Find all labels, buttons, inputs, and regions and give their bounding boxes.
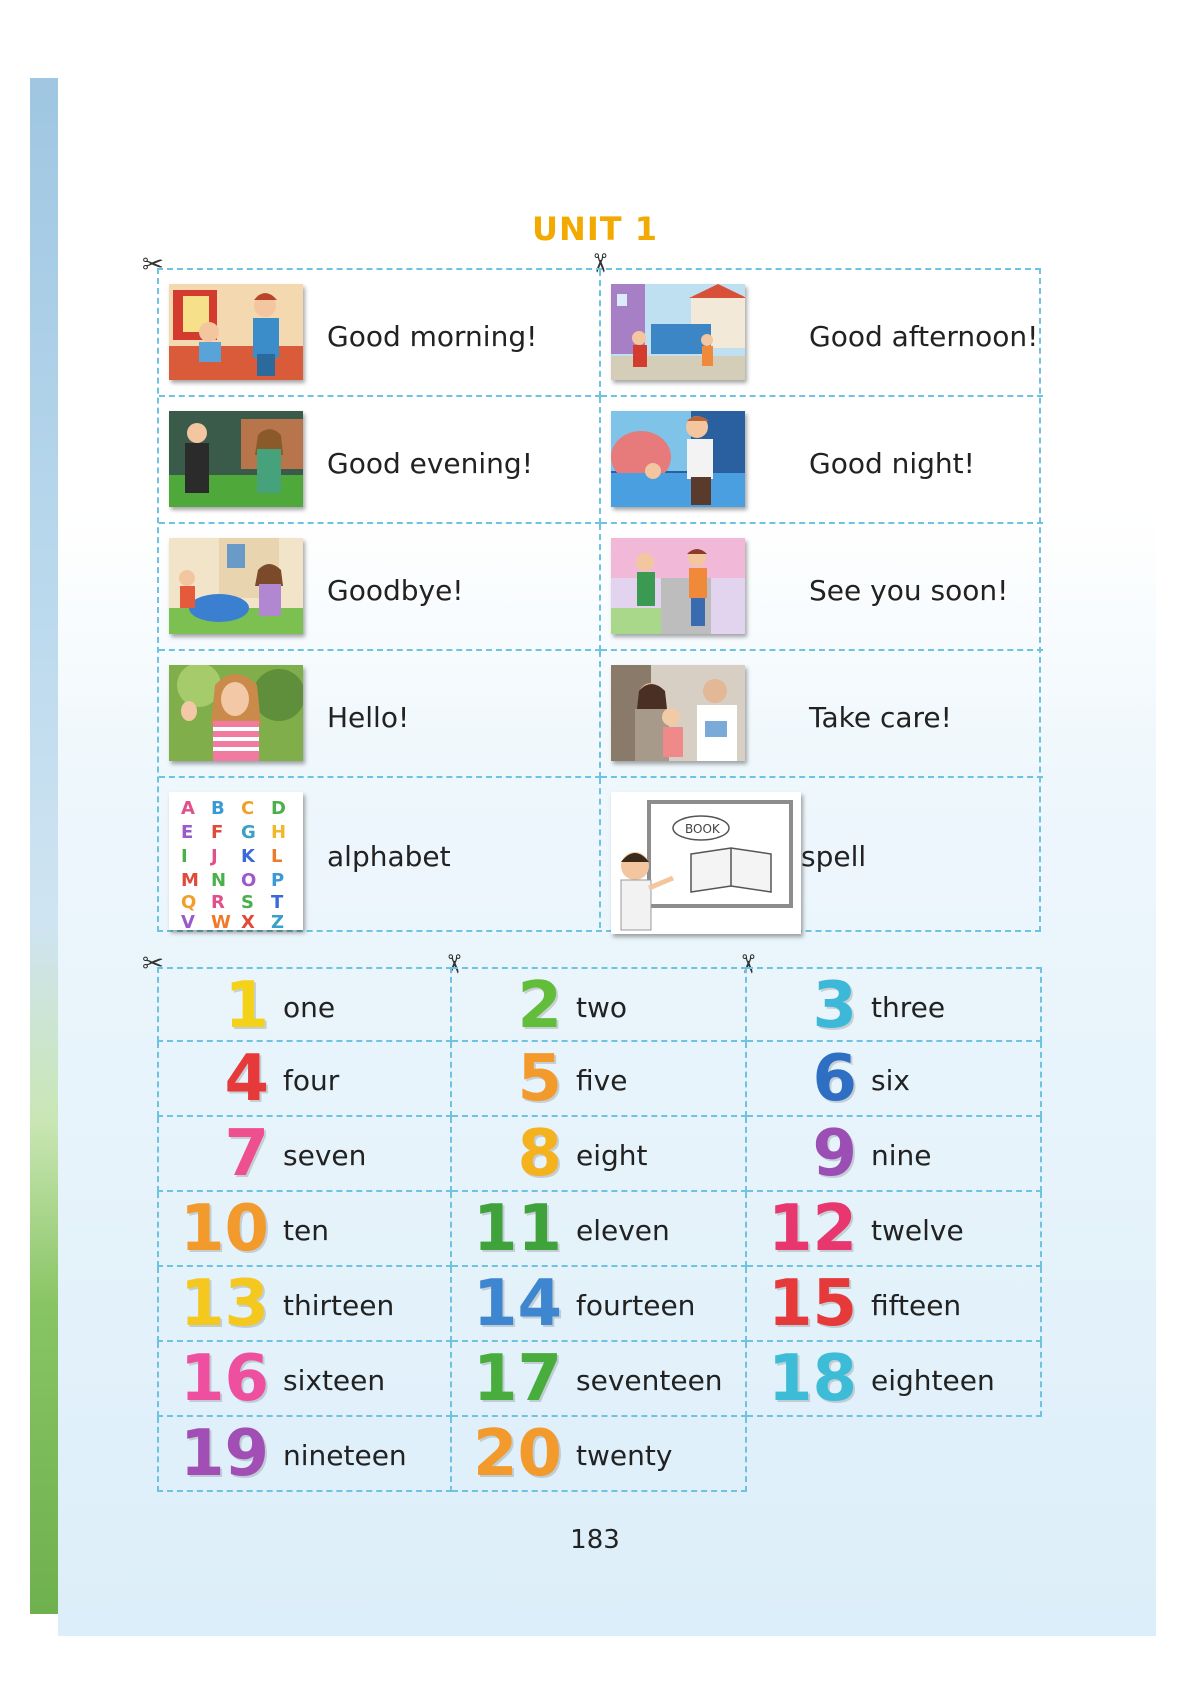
number-card[interactable] [157, 1042, 452, 1117]
svg-text:L: L [271, 846, 283, 867]
numeral: 20 [472, 1417, 562, 1491]
greeting-card[interactable] [601, 397, 1043, 524]
greeting-card[interactable] [601, 524, 1043, 651]
numeral: 8 [517, 1117, 562, 1191]
svg-text:Q: Q [181, 892, 197, 913]
number-word: twenty [576, 1439, 673, 1472]
number-word: nine [871, 1139, 932, 1172]
svg-text:B: B [211, 798, 225, 819]
scissors-icon: ✂ [731, 953, 762, 975]
scissors-icon: ✂ [142, 250, 164, 280]
numeral: 3 [812, 969, 857, 1043]
greeting-text: Good evening! [327, 447, 533, 480]
bedtime-illustration [611, 411, 745, 507]
number-card[interactable] [452, 1417, 747, 1492]
svg-text:C: C [241, 798, 255, 819]
number-card[interactable] [452, 967, 747, 1042]
greeting-text: Goodbye! [327, 574, 464, 607]
svg-text:W: W [211, 912, 231, 930]
alphabet-letters-image [169, 792, 303, 930]
svg-text:D: D [271, 798, 286, 819]
number-card[interactable] [747, 1192, 1042, 1267]
greeting-card[interactable] [159, 778, 601, 928]
number-word: sixteen [283, 1364, 386, 1397]
numeral: 6 [812, 1042, 857, 1116]
number-card[interactable] [747, 1117, 1042, 1192]
number-word: five [576, 1064, 628, 1097]
number-card[interactable] [747, 967, 1042, 1042]
page-edge-strip [30, 78, 58, 1614]
svg-text:J: J [211, 846, 218, 867]
scissors-icon: ✂ [437, 953, 468, 975]
greeting-text: spell [801, 840, 867, 873]
morning-scene-illustration [169, 284, 303, 380]
numeral: 5 [517, 1042, 562, 1116]
page-number: 183 [570, 1525, 620, 1555]
number-word: fifteen [871, 1289, 962, 1322]
evening-garden-illustration [169, 411, 303, 507]
greeting-card[interactable] [159, 651, 601, 778]
friends-waving-illustration [611, 538, 745, 634]
afternoon-street-illustration [611, 284, 745, 380]
greeting-text: Good afternoon! [809, 320, 1039, 353]
number-word: eighteen [871, 1364, 995, 1397]
number-card[interactable] [157, 1267, 452, 1342]
svg-text:P: P [271, 870, 285, 891]
numeral: 16 [179, 1342, 269, 1416]
greeting-text: Hello! [327, 701, 410, 734]
doctor-visit-photo [611, 665, 745, 761]
svg-text:M: M [181, 870, 199, 891]
number-card[interactable] [157, 1117, 452, 1192]
svg-text:X: X [241, 912, 255, 930]
number-card[interactable] [452, 1192, 747, 1267]
number-word: ten [283, 1214, 329, 1247]
greeting-text: Good night! [809, 447, 975, 480]
svg-text:R: R [211, 892, 225, 913]
numeral: 7 [224, 1117, 269, 1191]
number-word: seven [283, 1139, 367, 1172]
number-word: two [576, 991, 628, 1024]
number-card[interactable] [452, 1267, 747, 1342]
number-word: twelve [871, 1214, 964, 1247]
number-card[interactable] [157, 1342, 452, 1417]
numeral: 1 [224, 969, 269, 1043]
number-card[interactable] [452, 1342, 747, 1417]
greeting-card[interactable] [159, 397, 601, 524]
number-word: three [871, 991, 946, 1024]
greeting-text: alphabet [327, 840, 451, 873]
numeral: 13 [179, 1267, 269, 1341]
numeral: 9 [812, 1117, 857, 1191]
number-word: one [283, 991, 336, 1024]
numbers-cutout-grid [157, 967, 1043, 1495]
svg-text:G: G [241, 822, 256, 843]
numeral: 15 [767, 1267, 857, 1341]
greeting-text: Good morning! [327, 320, 538, 353]
waving-goodbye-illustration [169, 538, 303, 634]
numeral: 4 [224, 1042, 269, 1116]
svg-text:O: O [241, 870, 257, 891]
svg-text:A: A [181, 798, 195, 819]
number-card[interactable] [157, 1192, 452, 1267]
svg-text:H: H [271, 822, 287, 843]
svg-text:T: T [271, 892, 284, 913]
numeral: 19 [179, 1417, 269, 1491]
greeting-card[interactable] [601, 778, 1043, 928]
svg-text:I: I [181, 846, 188, 867]
number-card[interactable] [747, 1042, 1042, 1117]
svg-text:BOOK: BOOK [685, 822, 720, 836]
numeral: 12 [767, 1192, 857, 1266]
number-card[interactable] [747, 1267, 1042, 1342]
numeral: 10 [179, 1192, 269, 1266]
numeral: 11 [472, 1192, 562, 1266]
number-card[interactable] [747, 1342, 1042, 1417]
number-card[interactable] [452, 1117, 747, 1192]
number-word: eight [576, 1139, 648, 1172]
svg-text:Z: Z [271, 912, 285, 930]
numeral: 14 [472, 1267, 562, 1341]
numeral: 18 [767, 1342, 857, 1416]
scissors-icon: ✂ [142, 949, 164, 979]
unit-title: UNIT 1 [532, 210, 658, 248]
svg-text:S: S [241, 892, 254, 913]
number-word: six [871, 1064, 910, 1097]
scissors-icon: ✂ [583, 252, 614, 274]
numeral: 17 [472, 1342, 562, 1416]
svg-text:F: F [211, 822, 224, 843]
number-word: eleven [576, 1214, 670, 1247]
number-card[interactable] [157, 967, 452, 1042]
numeral: 2 [517, 969, 562, 1043]
greeting-text: See you soon! [809, 574, 1009, 607]
number-word: fourteen [576, 1289, 696, 1322]
greeting-card[interactable] [601, 270, 1043, 397]
greeting-card[interactable] [601, 651, 1043, 778]
girl-waving-photo [169, 665, 303, 761]
svg-text:K: K [241, 846, 255, 867]
svg-text:E: E [181, 822, 194, 843]
svg-text:V: V [181, 912, 195, 930]
number-word: thirteen [283, 1289, 395, 1322]
number-word: seventeen [576, 1364, 723, 1397]
greeting-card[interactable] [159, 524, 601, 651]
greeting-text: Take care! [809, 701, 952, 734]
number-card[interactable] [452, 1042, 747, 1117]
svg-text:N: N [211, 870, 227, 891]
boy-at-whiteboard-illustration [611, 792, 801, 934]
number-card[interactable] [157, 1417, 452, 1492]
number-word: four [283, 1064, 340, 1097]
greetings-cutout-grid [157, 268, 1041, 932]
greeting-card[interactable] [159, 270, 601, 397]
number-word: nineteen [283, 1439, 407, 1472]
